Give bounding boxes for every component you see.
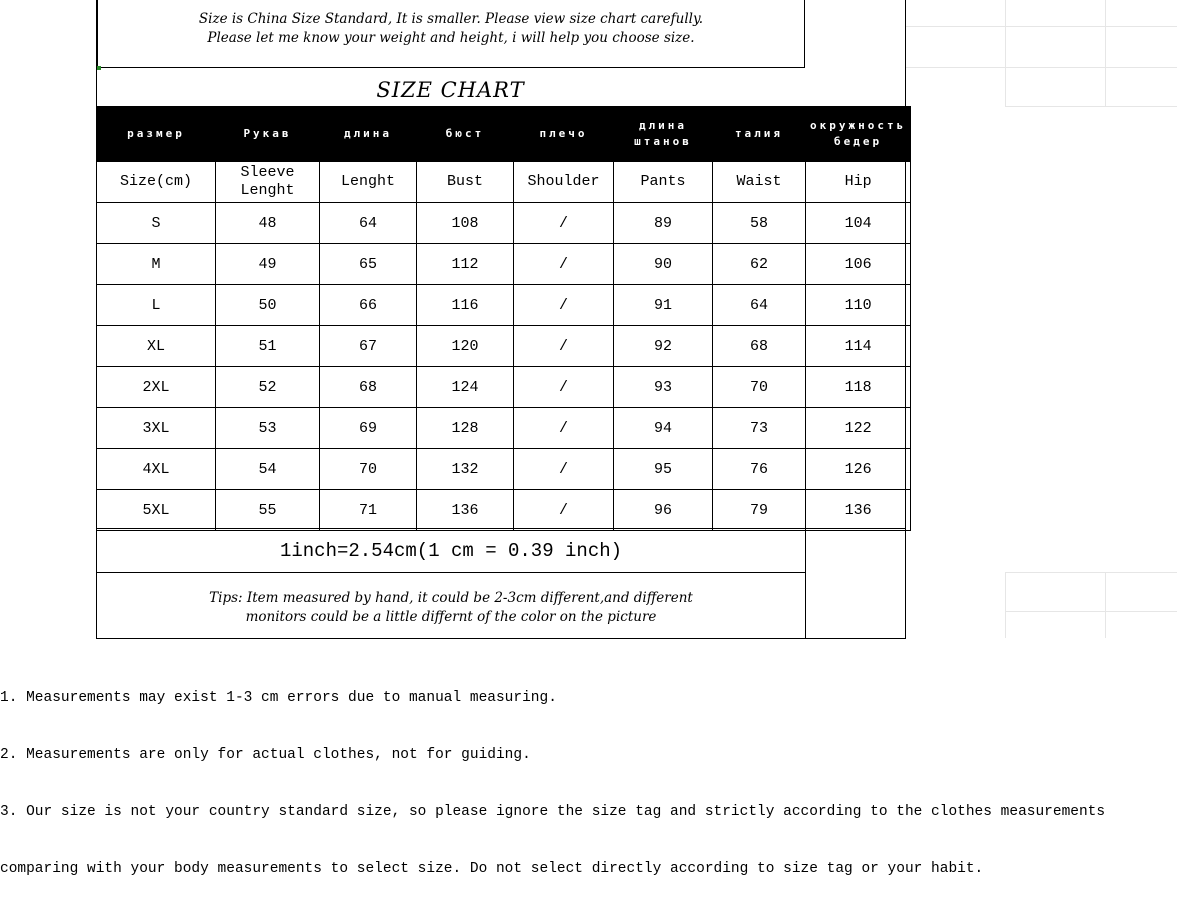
notice-line: Size is China Size Standard, It is smaller. Please view size chart carefully. xyxy=(198,11,704,27)
measurement-cell: / xyxy=(514,285,614,326)
sheet-gridline xyxy=(1005,611,1177,612)
measurement-cell: 69 xyxy=(320,408,417,449)
ru-header: бюст xyxy=(417,107,514,162)
size-label-cell: S xyxy=(97,203,216,244)
measurement-cell: 91 xyxy=(614,285,713,326)
measurement-cell: 136 xyxy=(806,490,911,531)
tips-line: monitors could be a little differnt of the color on the picture xyxy=(245,609,657,625)
size-table xyxy=(96,106,911,531)
size-rows xyxy=(97,203,911,531)
measurement-cell: 51 xyxy=(216,326,320,367)
measurement-cell: 67 xyxy=(320,326,417,367)
measurement-notes xyxy=(0,651,1177,898)
measurement-cell: / xyxy=(514,408,614,449)
ru-header: окружность бедер xyxy=(806,107,911,162)
table-row xyxy=(97,490,911,531)
measurement-cell: 92 xyxy=(614,326,713,367)
measurement-cell: 68 xyxy=(320,367,417,408)
measurement-cell: 65 xyxy=(320,244,417,285)
en-header-row xyxy=(97,162,911,203)
sheet-gridline xyxy=(1005,106,1177,107)
sheet-gridline xyxy=(906,67,1177,68)
sheet-gridline xyxy=(1005,0,1006,106)
measurement-cell: / xyxy=(514,326,614,367)
measurement-cell: 95 xyxy=(614,449,713,490)
ru-header-row xyxy=(97,107,911,162)
measurement-cell: 132 xyxy=(417,449,514,490)
ru-header: талия xyxy=(713,107,806,162)
measurement-cell: 108 xyxy=(417,203,514,244)
table-row xyxy=(97,326,911,367)
measurement-cell: 62 xyxy=(713,244,806,285)
ru-header: размер xyxy=(97,107,216,162)
measurement-cell: 126 xyxy=(806,449,911,490)
frame-border xyxy=(805,529,806,639)
measurement-cell: 122 xyxy=(806,408,911,449)
measurement-cell: 52 xyxy=(216,367,320,408)
size-label-cell: 3XL xyxy=(97,408,216,449)
measurement-cell: 96 xyxy=(614,490,713,531)
measurement-cell: 110 xyxy=(806,285,911,326)
measurement-cell: 54 xyxy=(216,449,320,490)
tips-text xyxy=(97,573,805,638)
table-row xyxy=(97,244,911,285)
measurement-cell: / xyxy=(514,244,614,285)
measurement-cell: 93 xyxy=(614,367,713,408)
measurement-cell: 112 xyxy=(417,244,514,285)
measurement-cell: 49 xyxy=(216,244,320,285)
measurement-cell: 66 xyxy=(320,285,417,326)
note-line: 1. Measurements may exist 1-3 cm errors due to manual measuring. xyxy=(0,690,557,706)
sheet-gridline xyxy=(906,26,1177,27)
measurement-cell: 70 xyxy=(713,367,806,408)
sheet-gridline xyxy=(1005,572,1177,573)
measurement-cell: 76 xyxy=(713,449,806,490)
size-label-cell: 2XL xyxy=(97,367,216,408)
ru-header: Рукав xyxy=(216,107,320,162)
sheet-gridline xyxy=(1105,572,1106,638)
measurement-cell: 90 xyxy=(614,244,713,285)
measurement-cell: 104 xyxy=(806,203,911,244)
en-header: Waist xyxy=(713,162,806,203)
size-label-cell: L xyxy=(97,285,216,326)
measurement-cell: 79 xyxy=(713,490,806,531)
measurement-cell: 64 xyxy=(713,285,806,326)
table-row xyxy=(97,285,911,326)
measurement-cell: / xyxy=(514,203,614,244)
sheet-gridline xyxy=(1005,572,1006,638)
measurement-cell: / xyxy=(514,490,614,531)
chart-title: SIZE CHART xyxy=(376,78,525,102)
en-header: Bust xyxy=(417,162,514,203)
table-row xyxy=(97,408,911,449)
table-row xyxy=(97,449,911,490)
measurement-cell: 68 xyxy=(713,326,806,367)
unit-conversion: 1inch=2.54cm(1 cm = 0.39 inch) xyxy=(97,529,805,573)
measurement-cell: 55 xyxy=(216,490,320,531)
note-line: 3. Our size is not your country standard size, so please ignore the size tag and strictly according to the clothes measurements xyxy=(0,804,1106,820)
measurement-cell: 58 xyxy=(713,203,806,244)
note-line: 2. Measurements are only for actual clothes, not for guiding. xyxy=(0,747,531,763)
measurement-cell: 64 xyxy=(320,203,417,244)
en-header: Hip xyxy=(806,162,911,203)
measurement-cell: 136 xyxy=(417,490,514,531)
en-header: Lenght xyxy=(320,162,417,203)
frame-border xyxy=(96,638,906,639)
measurement-cell: 71 xyxy=(320,490,417,531)
note-line: comparing with your body measurements to select size. Do not select directly according to size tag or your habit. xyxy=(0,861,984,877)
table-row xyxy=(97,367,911,408)
measurement-cell: 120 xyxy=(417,326,514,367)
size-label-cell: XL xyxy=(97,326,216,367)
en-header: Pants xyxy=(614,162,713,203)
measurement-cell: 114 xyxy=(806,326,911,367)
measurement-cell: 128 xyxy=(417,408,514,449)
measurement-cell: 48 xyxy=(216,203,320,244)
size-notice xyxy=(97,0,805,68)
measurement-cell: 118 xyxy=(806,367,911,408)
measurement-cell: 70 xyxy=(320,449,417,490)
notice-line: Please let me know your weight and height, i will help you choose size. xyxy=(207,30,695,46)
measurement-cell: 116 xyxy=(417,285,514,326)
tips-line: Tips: Item measured by hand, it could be 2-3cm different,and different xyxy=(209,590,693,606)
en-header: Sleeve Lenght xyxy=(216,162,320,203)
measurement-cell: 53 xyxy=(216,408,320,449)
measurement-cell: / xyxy=(514,449,614,490)
measurement-cell: 89 xyxy=(614,203,713,244)
measurement-cell: 106 xyxy=(806,244,911,285)
measurement-cell: 73 xyxy=(713,408,806,449)
ru-header: длина штанов xyxy=(614,107,713,162)
en-header: Size(cm) xyxy=(97,162,216,203)
sheet-gridline xyxy=(1105,0,1106,106)
table-row xyxy=(97,203,911,244)
ru-header: длина xyxy=(320,107,417,162)
measurement-cell: 50 xyxy=(216,285,320,326)
measurement-cell: / xyxy=(514,367,614,408)
size-label-cell: 5XL xyxy=(97,490,216,531)
en-header: Shoulder xyxy=(514,162,614,203)
size-label-cell: 4XL xyxy=(97,449,216,490)
ru-header: плечо xyxy=(514,107,614,162)
measurement-cell: 94 xyxy=(614,408,713,449)
measurement-cell: 124 xyxy=(417,367,514,408)
size-label-cell: M xyxy=(97,244,216,285)
